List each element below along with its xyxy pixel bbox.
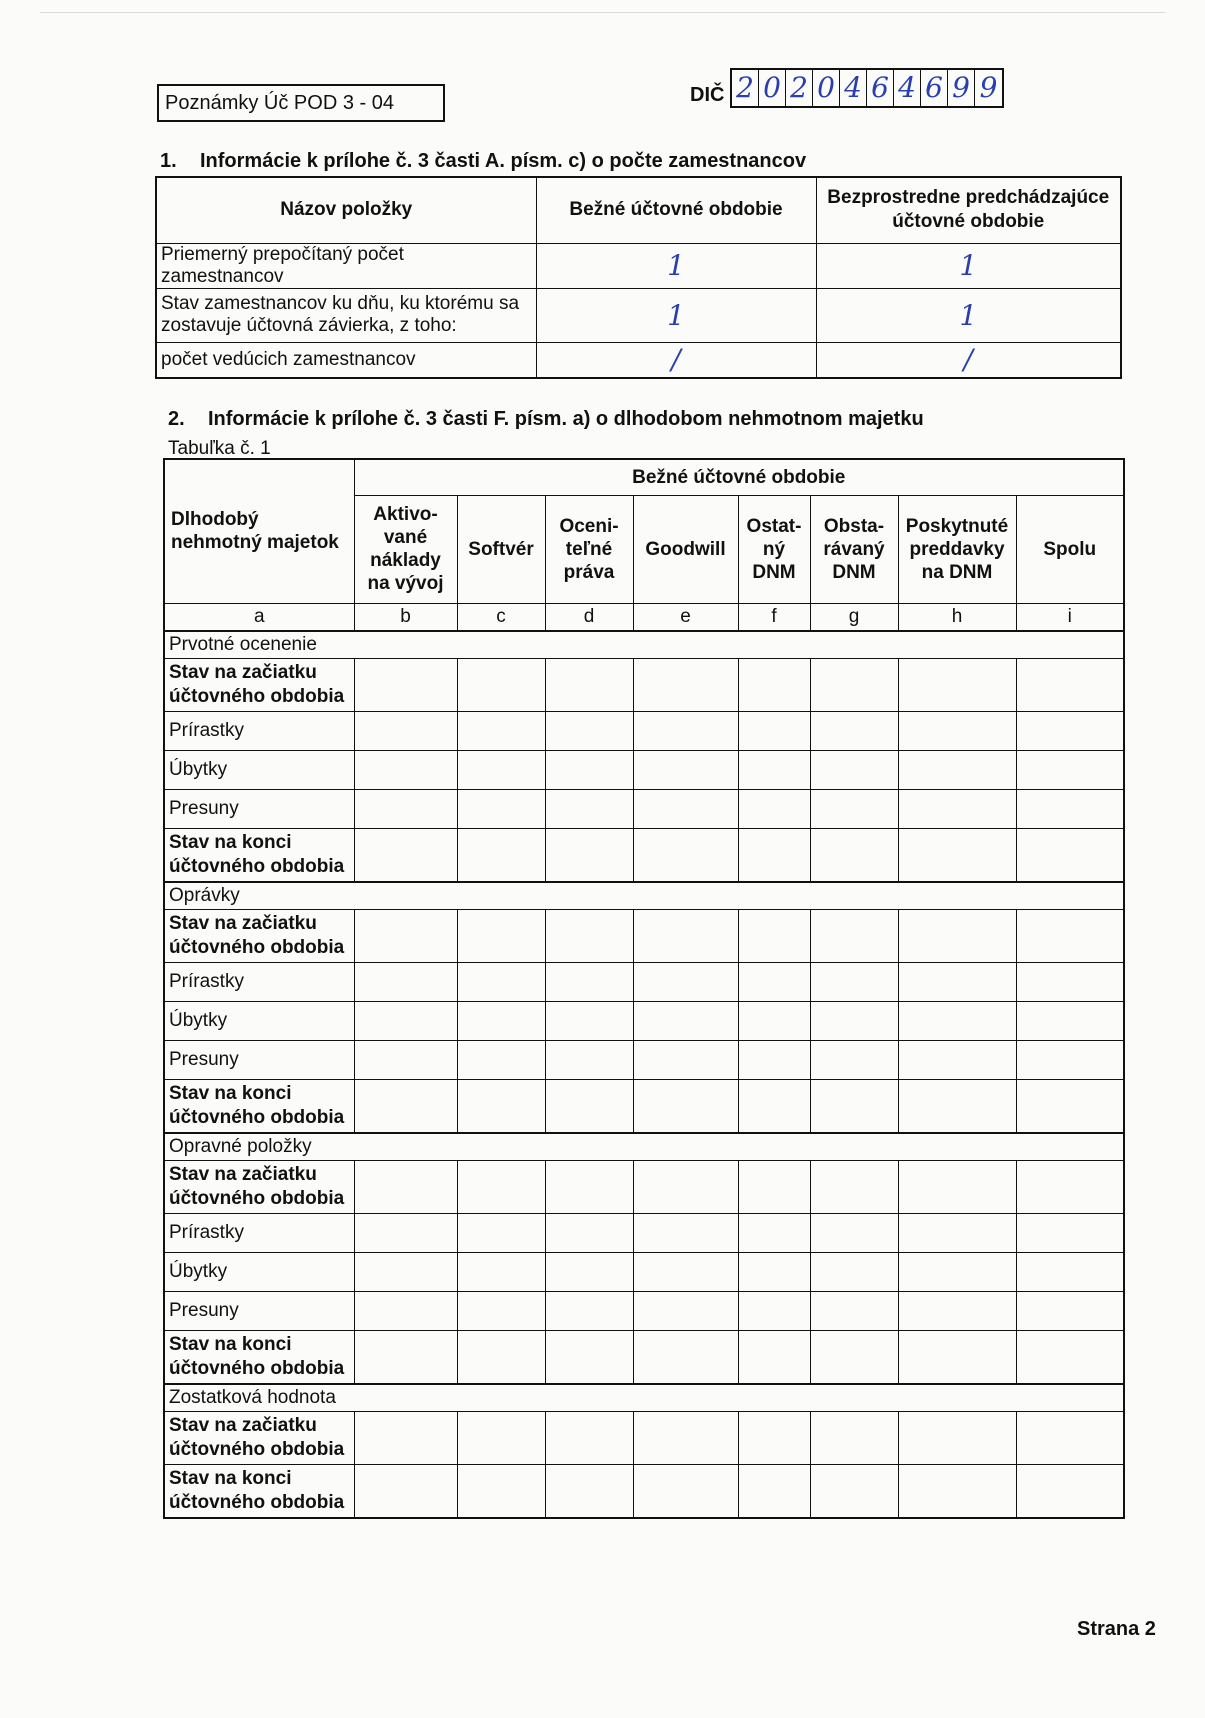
value-cell[interactable] — [810, 1040, 898, 1079]
value-cell[interactable] — [738, 1464, 810, 1518]
value-cell[interactable] — [457, 1160, 545, 1213]
column-header: Poskytnuté preddavky na DNM — [898, 495, 1016, 603]
value-cell[interactable] — [354, 828, 457, 882]
value-cell[interactable] — [810, 828, 898, 882]
value-cell[interactable] — [354, 1160, 457, 1213]
value-cell[interactable] — [738, 1291, 810, 1330]
value-cell[interactable] — [545, 1464, 633, 1518]
value-cell[interactable] — [545, 1411, 633, 1464]
row-label: Prírastky — [164, 1213, 354, 1252]
value-cell[interactable] — [810, 1252, 898, 1291]
dic-label: DIČ — [690, 84, 725, 106]
value-cell[interactable] — [1016, 1079, 1124, 1133]
table-row — [156, 288, 1121, 342]
value-cell[interactable] — [810, 750, 898, 789]
value-cell[interactable] — [738, 1330, 810, 1384]
dic-digit-box: 9 — [979, 71, 998, 104]
value-cell[interactable] — [738, 711, 810, 750]
value-cell[interactable] — [898, 1252, 1016, 1291]
group-title: Opravné položky — [164, 1133, 1124, 1161]
table-row — [164, 1252, 1124, 1291]
row-label: Stav zamestnancov ku dňu, ku ktorému sa zostavuje účtovná závierka, z toho: — [156, 288, 536, 342]
row-label: Stav na konci účtovného obdobia — [164, 828, 354, 882]
col-current-period: Bežné účtovné obdobie — [536, 177, 816, 243]
table-row — [164, 1160, 1124, 1213]
value-cell[interactable] — [633, 1330, 738, 1384]
group-row — [164, 631, 1124, 659]
value-cell[interactable] — [354, 962, 457, 1001]
dic-digit-box: 6 — [921, 70, 948, 106]
table-row — [164, 962, 1124, 1001]
group-row — [164, 1133, 1124, 1161]
value-cell[interactable] — [1016, 711, 1124, 750]
value-cell[interactable] — [1016, 1040, 1124, 1079]
value-cell[interactable] — [898, 750, 1016, 789]
row-label: Úbytky — [164, 1252, 354, 1291]
table-row — [164, 828, 1124, 882]
value-cell[interactable] — [738, 789, 810, 828]
table-row — [164, 1464, 1124, 1518]
value-cell[interactable] — [810, 1079, 898, 1133]
value-cell[interactable] — [545, 962, 633, 1001]
row-label: Prírastky — [164, 711, 354, 750]
value-cell[interactable] — [545, 1040, 633, 1079]
column-letter: a — [164, 603, 354, 631]
row-label: Presuny — [164, 1040, 354, 1079]
value-cell[interactable] — [457, 1079, 545, 1133]
value-cell[interactable] — [457, 1213, 545, 1252]
value-cell[interactable] — [354, 1213, 457, 1252]
value-cell[interactable] — [738, 962, 810, 1001]
value-cell[interactable] — [810, 1160, 898, 1213]
value-cell[interactable] — [738, 909, 810, 962]
value-cell[interactable] — [810, 962, 898, 1001]
value-cell[interactable] — [457, 1464, 545, 1518]
value-cell[interactable] — [545, 711, 633, 750]
current-period-value: / — [536, 342, 816, 378]
row-label: Prírastky — [164, 962, 354, 1001]
value-cell[interactable] — [738, 1001, 810, 1040]
section2-number: 2. — [168, 408, 185, 430]
value-cell[interactable] — [898, 711, 1016, 750]
section2-title-text: Informácie k prílohe č. 3 časti F. písm. a) o dlhodobom nehmotnom majetku — [208, 408, 924, 430]
value-cell[interactable] — [354, 750, 457, 789]
value-cell[interactable] — [810, 789, 898, 828]
value-cell[interactable] — [545, 1252, 633, 1291]
value-cell[interactable] — [545, 1160, 633, 1213]
value-cell[interactable] — [810, 1330, 898, 1384]
value-cell[interactable] — [898, 1330, 1016, 1384]
table-row — [164, 1213, 1124, 1252]
value-cell[interactable] — [457, 750, 545, 789]
value-cell[interactable] — [738, 1160, 810, 1213]
table-row — [164, 909, 1124, 962]
value-cell[interactable] — [1016, 1330, 1124, 1384]
column-letter: c — [457, 603, 545, 631]
value-cell[interactable] — [1016, 1160, 1124, 1213]
value-cell[interactable] — [633, 1079, 738, 1133]
value-cell[interactable] — [633, 1411, 738, 1464]
value-cell[interactable] — [457, 711, 545, 750]
value-cell[interactable] — [738, 1040, 810, 1079]
value-cell[interactable] — [457, 789, 545, 828]
row-label: Stav na konci účtovného obdobia — [164, 1079, 354, 1133]
current-period-value: 1 — [536, 243, 816, 288]
col-asset-type: Dlhodobý nehmotný majetok — [164, 459, 354, 603]
value-cell[interactable] — [545, 789, 633, 828]
column-letter: h — [898, 603, 1016, 631]
value-cell[interactable] — [354, 1291, 457, 1330]
value-cell[interactable] — [545, 1330, 633, 1384]
value-cell[interactable] — [810, 658, 898, 711]
table-row — [164, 1411, 1124, 1464]
value-cell[interactable] — [354, 1040, 457, 1079]
value-cell[interactable] — [898, 1040, 1016, 1079]
value-cell[interactable] — [898, 1001, 1016, 1040]
value-cell[interactable] — [1016, 750, 1124, 789]
value-cell[interactable] — [633, 1001, 738, 1040]
column-letter: e — [633, 603, 738, 631]
value-cell[interactable] — [457, 1252, 545, 1291]
value-cell[interactable] — [738, 658, 810, 711]
value-cell[interactable] — [545, 1291, 633, 1330]
value-cell[interactable] — [898, 1291, 1016, 1330]
value-cell[interactable] — [354, 1411, 457, 1464]
value-cell[interactable] — [545, 1079, 633, 1133]
value-cell[interactable] — [633, 1291, 738, 1330]
value-cell[interactable] — [738, 1411, 810, 1464]
page-number: Strana 2 — [1077, 1618, 1156, 1640]
value-cell[interactable] — [457, 1291, 545, 1330]
value-cell[interactable] — [457, 1411, 545, 1464]
group-title: Oprávky — [164, 882, 1124, 910]
value-cell[interactable] — [810, 1411, 898, 1464]
section1-title-text: Informácie k prílohe č. 3 časti A. písm. c) o počte zamestnancov — [200, 150, 807, 172]
table-row — [164, 789, 1124, 828]
value-cell[interactable] — [633, 909, 738, 962]
value-cell[interactable] — [898, 828, 1016, 882]
value-cell[interactable] — [545, 750, 633, 789]
value-cell[interactable] — [810, 711, 898, 750]
group-row — [164, 1384, 1124, 1412]
column-header: Obsta-rávaný DNM — [810, 495, 898, 603]
group-header-current-period: Bežné účtovné obdobie — [354, 459, 1124, 495]
group-row — [164, 882, 1124, 910]
employees-table — [155, 176, 1122, 379]
column-header: Aktivo-vané náklady na vývoj — [354, 495, 457, 603]
value-cell[interactable] — [810, 909, 898, 962]
dic-digit-box: 4 — [894, 70, 921, 106]
table-row — [164, 1291, 1124, 1330]
value-cell[interactable] — [545, 1213, 633, 1252]
row-label: Úbytky — [164, 1001, 354, 1040]
table-row — [164, 1001, 1124, 1040]
section2-title — [168, 408, 924, 431]
row-label: Presuny — [164, 1291, 354, 1330]
row-label: Stav na začiatku účtovného obdobia — [164, 1160, 354, 1213]
column-letter: d — [545, 603, 633, 631]
value-cell[interactable] — [898, 1213, 1016, 1252]
value-cell[interactable] — [354, 789, 457, 828]
current-period-value: 1 — [536, 288, 816, 342]
value-cell[interactable] — [898, 658, 1016, 711]
value-cell[interactable] — [738, 750, 810, 789]
column-letter: i — [1016, 603, 1124, 631]
row-label: Stav na konci účtovného obdobia — [164, 1464, 354, 1518]
value-cell[interactable] — [738, 828, 810, 882]
value-cell[interactable] — [633, 789, 738, 828]
value-cell[interactable] — [898, 962, 1016, 1001]
col-previous-period: Bezprostredne predchádzajúce účtovné obdobie — [816, 177, 1121, 243]
value-cell[interactable] — [633, 1040, 738, 1079]
table-row — [164, 658, 1124, 711]
table-row — [164, 750, 1124, 789]
table-row — [156, 243, 1121, 288]
table-row — [164, 1330, 1124, 1384]
scan-edge-line — [40, 12, 1165, 13]
column-letter: b — [354, 603, 457, 631]
value-cell[interactable] — [457, 1001, 545, 1040]
value-cell[interactable] — [633, 658, 738, 711]
dic-digit-box: 2 — [732, 70, 759, 106]
column-letter: g — [810, 603, 898, 631]
dic-digit-boxes — [730, 68, 1004, 108]
value-cell[interactable] — [633, 1160, 738, 1213]
value-cell[interactable] — [810, 1291, 898, 1330]
value-cell[interactable] — [545, 1001, 633, 1040]
row-label: Úbytky — [164, 750, 354, 789]
column-header: Oceni-teľné práva — [545, 495, 633, 603]
row-label: Stav na začiatku účtovného obdobia — [164, 909, 354, 962]
value-cell[interactable] — [457, 1040, 545, 1079]
value-cell[interactable] — [354, 1330, 457, 1384]
column-header: Ostat-ný DNM — [738, 495, 810, 603]
row-label: Stav na konci účtovného obdobia — [164, 1330, 354, 1384]
value-cell[interactable] — [633, 1213, 738, 1252]
value-cell[interactable] — [810, 1213, 898, 1252]
section1-title — [160, 150, 806, 173]
row-label: Stav na začiatku účtovného obdobia — [164, 1411, 354, 1464]
row-label: Priemerný prepočítaný počet zamestnancov — [156, 243, 536, 288]
value-cell[interactable] — [457, 909, 545, 962]
value-cell[interactable] — [354, 658, 457, 711]
value-cell[interactable] — [457, 828, 545, 882]
table-row — [164, 1079, 1124, 1133]
column-header: Spolu — [1016, 495, 1124, 603]
value-cell[interactable] — [354, 1001, 457, 1040]
table-row — [164, 1040, 1124, 1079]
dic-digit-box: 0 — [759, 70, 786, 106]
value-cell[interactable] — [1016, 828, 1124, 882]
value-cell[interactable] — [1016, 789, 1124, 828]
column-header: Softvér — [457, 495, 545, 603]
column-letter: f — [738, 603, 810, 631]
group-title: Zostatková hodnota — [164, 1384, 1124, 1412]
value-cell[interactable] — [354, 909, 457, 962]
group-title: Prvotné ocenenie — [164, 631, 1124, 659]
value-cell[interactable] — [898, 1160, 1016, 1213]
column-header: Goodwill — [633, 495, 738, 603]
value-cell[interactable] — [633, 711, 738, 750]
row-label: Presuny — [164, 789, 354, 828]
dic-digit-box: 0 — [813, 70, 840, 106]
value-cell[interactable] — [898, 1411, 1016, 1464]
value-cell[interactable] — [545, 828, 633, 882]
value-cell[interactable] — [633, 1464, 738, 1518]
value-cell[interactable] — [898, 1079, 1016, 1133]
value-cell[interactable] — [1016, 1411, 1124, 1464]
value-cell[interactable] — [898, 1464, 1016, 1518]
dic-digit-box: 9 — [948, 70, 975, 106]
value-cell[interactable] — [1016, 1213, 1124, 1252]
value-cell[interactable] — [1016, 1464, 1124, 1518]
value-cell[interactable] — [1016, 962, 1124, 1001]
intangible-assets-table — [163, 458, 1125, 1519]
table-label: Tabuľka č. 1 — [168, 438, 271, 459]
value-cell[interactable] — [1016, 1001, 1124, 1040]
value-cell[interactable] — [545, 658, 633, 711]
previous-period-value: 1 — [816, 243, 1121, 288]
value-cell[interactable] — [898, 789, 1016, 828]
value-cell[interactable] — [354, 711, 457, 750]
value-cell[interactable] — [633, 962, 738, 1001]
row-label: počet vedúcich zamestnancov — [156, 342, 536, 378]
dic-digit-box: 6 — [867, 70, 894, 106]
value-cell[interactable] — [738, 1213, 810, 1252]
value-cell[interactable] — [545, 909, 633, 962]
previous-period-value: / — [816, 342, 1121, 378]
value-cell[interactable] — [633, 750, 738, 789]
previous-period-value: 1 — [816, 288, 1121, 342]
value-cell[interactable] — [354, 1252, 457, 1291]
value-cell[interactable] — [457, 1330, 545, 1384]
value-cell[interactable] — [738, 1079, 810, 1133]
value-cell[interactable] — [898, 909, 1016, 962]
value-cell[interactable] — [1016, 1252, 1124, 1291]
value-cell[interactable] — [633, 1252, 738, 1291]
value-cell[interactable] — [1016, 658, 1124, 711]
form-label-box: Poznámky Úč POD 3 - 04 — [157, 84, 445, 122]
value-cell[interactable] — [457, 658, 545, 711]
table-row — [156, 342, 1121, 378]
table-row — [164, 711, 1124, 750]
value-cell[interactable] — [810, 1464, 898, 1518]
value-cell[interactable] — [810, 1001, 898, 1040]
section1-number: 1. — [160, 150, 177, 172]
value-cell[interactable] — [633, 828, 738, 882]
value-cell[interactable] — [457, 962, 545, 1001]
value-cell[interactable] — [1016, 1291, 1124, 1330]
dic-digit-box: 4 — [840, 70, 867, 106]
value-cell[interactable] — [1016, 909, 1124, 962]
value-cell[interactable] — [354, 1079, 457, 1133]
row-label: Stav na začiatku účtovného obdobia — [164, 658, 354, 711]
value-cell[interactable] — [354, 1464, 457, 1518]
dic-digit-box: 2 — [786, 70, 813, 106]
col-item-name: Názov položky — [156, 177, 536, 243]
value-cell[interactable] — [738, 1252, 810, 1291]
